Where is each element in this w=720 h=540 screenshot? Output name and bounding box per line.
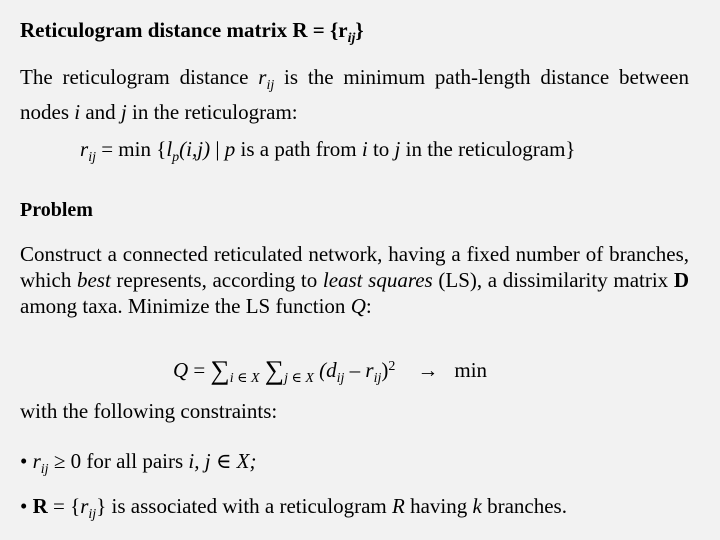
sum-symbol: ∑	[264, 355, 285, 385]
definition-paragraph: The reticulogram distance $r_{ij}$ is the minimum path-length distance between nodes i and j in the reticulogram:	[20, 65, 689, 124]
path-distance-equation: $r_{ij} = \min \{l_p(i,j)$ | p is a path from i to j in the reticulogram}	[80, 137, 576, 165]
problem-paragraph: Construct a connected reticulated network, having a fixed number of branches, which best represents, according to least squares (LS), a dissimilarity matrix D among taxa. Minimize the LS function Q:	[20, 242, 689, 318]
constraint-bullet-1: • $r_{ij} \ge 0$ for all pairs i, j ∈ X;	[20, 449, 257, 477]
constraint-bullet-2: • $R = \{r_{ij}\}$ is associated with a reticulogram R having k branches.	[20, 494, 567, 522]
slide-title: Reticulogram distance matrix $R = \{r_{ij}\}$	[20, 18, 364, 46]
least-squares-equation: $Q = \sum_{i \in X}$ $\sum_{j \in X}$ $(d_{ij} - r_{ij})^2 \to \min$	[173, 355, 488, 386]
sum-symbol: ∑	[210, 355, 230, 385]
right-arrow-icon: →	[417, 358, 439, 382]
problem-heading: Problem	[20, 199, 93, 221]
constraints-label: with the following constraints:	[20, 399, 278, 423]
